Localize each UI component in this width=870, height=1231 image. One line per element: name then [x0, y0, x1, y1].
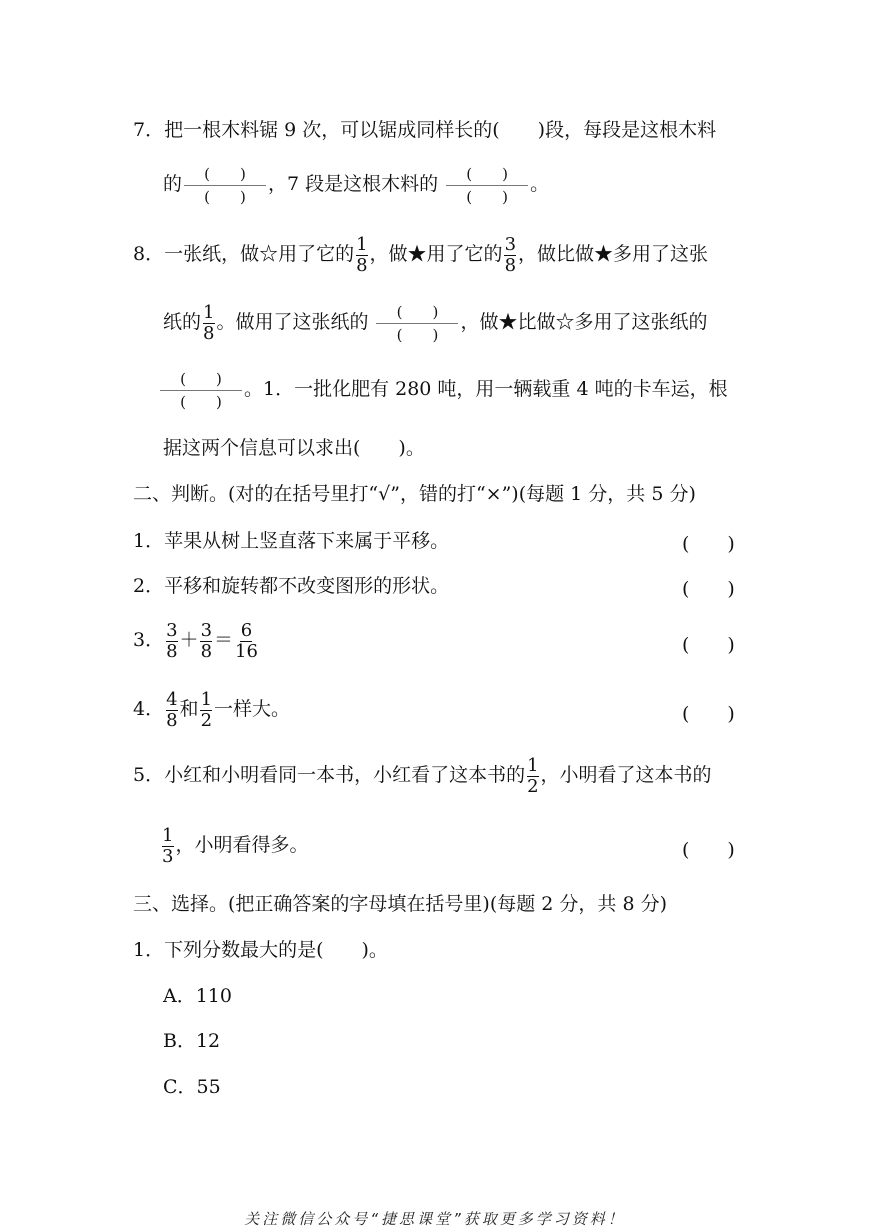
q4-text-mid: 和	[179, 698, 199, 720]
q8-text-d: 纸的	[163, 311, 202, 333]
denominator: 3	[162, 845, 174, 867]
equals-sign: ＝	[214, 629, 234, 651]
fraction-4-8	[165, 690, 178, 731]
q8-text-b: ，做★用了它的	[369, 243, 503, 265]
choice-q1: 1．下列分数最大的是( )。	[133, 939, 388, 961]
blank-denominator: ( )	[204, 187, 246, 206]
denominator: 8	[166, 640, 178, 662]
numerator: 1	[527, 754, 539, 776]
judge-q4	[133, 687, 290, 731]
judge-q4-answer[interactable]: ( )	[682, 703, 735, 725]
denominator: 8	[504, 254, 517, 276]
judge-q1-answer[interactable]: ( )	[682, 533, 735, 555]
q7-line2	[163, 162, 549, 206]
fraction-bar	[446, 185, 528, 186]
fraction-6-16	[234, 621, 259, 662]
judge-q3-answer[interactable]: ( )	[682, 634, 735, 656]
section2-title: 二、判断。(对的在括号里打“√”，错的打“×”)(每题 1 分，共 5 分)	[133, 483, 696, 505]
denominator: 8	[203, 322, 215, 344]
blank-numerator: ( )	[396, 302, 439, 321]
q7-text-pre: 的	[163, 173, 183, 195]
fraction-bar	[160, 390, 242, 391]
q8-text-g: 。1．一批化肥有 280 吨，用一辆载重 4 吨的卡车运，根	[244, 378, 728, 400]
numerator: 3	[504, 233, 517, 255]
blank-numerator: ( )	[466, 164, 509, 183]
q8-blank-fraction-2[interactable]	[160, 370, 242, 411]
fraction-3-8	[504, 235, 517, 276]
numerator: 1	[203, 301, 215, 323]
fraction-1-3	[161, 826, 174, 867]
judge-q5-answer[interactable]: ( )	[682, 839, 735, 861]
q7-text-mid: ，7 段是这根木料的	[268, 173, 439, 195]
choice-option-b[interactable]: B．12	[163, 1030, 221, 1052]
judge-q2-answer[interactable]: ( )	[682, 578, 735, 600]
fraction-1-2	[200, 690, 213, 731]
q8-text-e: 。做用了这张纸的	[216, 311, 369, 333]
blank-numerator: ( )	[180, 369, 222, 388]
numerator: 6	[240, 619, 253, 641]
fraction-3-8	[200, 621, 213, 662]
numerator: 1	[356, 233, 368, 255]
blank-denominator: ( )	[180, 392, 222, 411]
section3-title: 三、选择。(把正确答案的字母填在括号里)(每题 2 分，共 8 分)	[133, 893, 667, 915]
blank-numerator: ( )	[204, 164, 246, 183]
q7-blank-fraction-1[interactable]	[184, 165, 266, 206]
fraction-3-8	[165, 621, 178, 662]
denominator: 8	[200, 640, 213, 662]
q7-line1: 7．把一根木料锯 9 次，可以锯成同样长的( )段，每段是这根木料	[133, 119, 717, 141]
blank-denominator: ( )	[396, 325, 439, 344]
q8-text-f: ，做★比做☆多用了这张纸的	[460, 311, 708, 333]
judge-q5-line1	[133, 753, 712, 797]
denominator: 2	[200, 709, 213, 731]
numerator: 3	[166, 619, 178, 641]
q5-text-c: ，小明看得多。	[175, 834, 309, 856]
q8-text-a: 8．一张纸，做☆用了它的	[133, 243, 355, 265]
q8-line2	[163, 300, 708, 344]
plus-sign: ＋	[179, 629, 199, 651]
q8-line1	[133, 232, 708, 276]
q7-blank-fraction-2[interactable]	[446, 165, 528, 206]
numerator: 1	[162, 824, 174, 846]
q8-blank-fraction-1[interactable]	[376, 303, 458, 344]
blank-denominator: ( )	[466, 187, 509, 206]
q3-number: 3．	[133, 629, 165, 651]
numerator: 3	[200, 619, 213, 641]
fraction-1-8	[202, 303, 215, 344]
choice-option-a[interactable]: A．110	[163, 985, 232, 1007]
q4-text-end: 一样大。	[214, 698, 291, 720]
denominator: 2	[527, 775, 539, 797]
q8-line3	[158, 367, 728, 411]
fraction-bar	[184, 185, 266, 186]
q8-text-c: ，做比做★多用了这张	[518, 243, 709, 265]
fraction-1-2	[526, 756, 539, 797]
numerator: 4	[166, 688, 178, 710]
footer-watermark: 关注微信公众号“捷思课堂”获取更多学习资料！	[244, 1210, 626, 1228]
q7-text-end: 。	[530, 173, 550, 195]
judge-q5-line2	[160, 823, 308, 867]
fraction-1-8	[355, 235, 368, 276]
denominator: 8	[166, 709, 178, 731]
q4-number: 4．	[133, 698, 165, 720]
judge-q1: 1．苹果从树上竖直落下来属于平移。	[133, 530, 450, 552]
numerator: 1	[200, 688, 213, 710]
q8-line4: 据这两个信息可以求出( )。	[163, 437, 425, 459]
judge-q3	[133, 618, 260, 662]
q5-text-a: 5．小红和小明看同一本书，小红看了这本书的	[133, 764, 526, 786]
q5-text-b: ，小明看了这本书的	[540, 764, 712, 786]
choice-option-c[interactable]: C．55	[163, 1076, 221, 1098]
denominator: 16	[235, 640, 258, 662]
judge-q2: 2．平移和旋转都不改变图形的形状。	[133, 575, 450, 597]
fraction-bar	[376, 323, 458, 324]
denominator: 8	[356, 254, 368, 276]
